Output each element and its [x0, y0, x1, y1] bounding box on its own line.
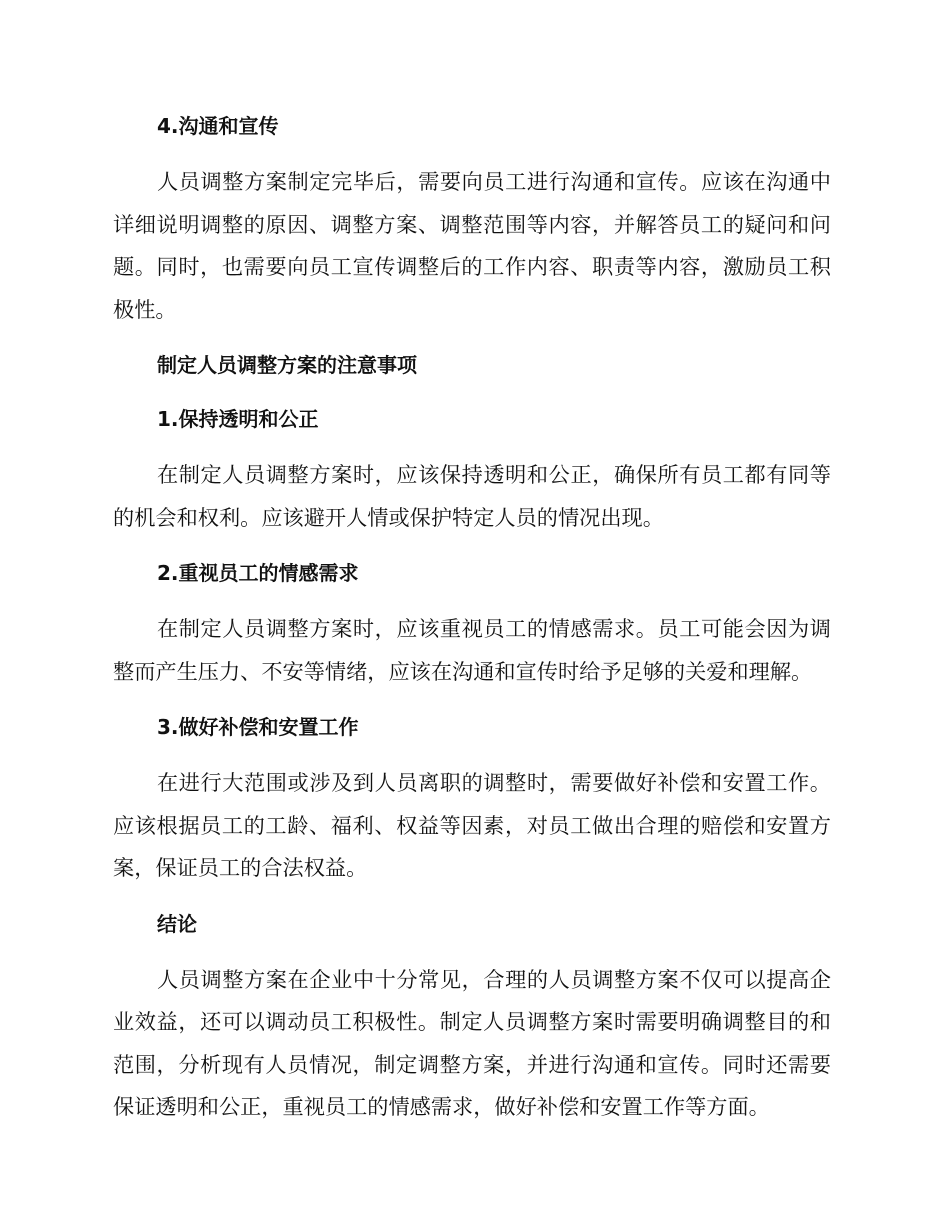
- document-body: [113, 108, 831, 1129]
- section-paragraph-emotional-needs: 在制定人员调整方案时，应该重视员工的情感需求。员工可能会因为调整而产生压力、不安等情绪，应该在沟通和宣传时给予足够的关爱和理解。: [113, 616, 831, 684]
- section-paragraph-conclusion: 人员调整方案在企业中十分常见，合理的人员调整方案不仅可以提高企业效益，还可以调动员工积极性。制定人员调整方案时需要明确调整目的和范围，分析现有人员情况，制定调整方案，并进行沟通和宣传。同时还需要保证透明和公正，重视员工的情感需求，做好补偿和安置工作等方面。: [113, 966, 831, 1119]
- section-heading-compensation: 3.做好补偿和安置工作: [157, 715, 359, 739]
- section-heading-emotional-needs: 2.重视员工的情感需求: [157, 561, 359, 585]
- section-paragraph-communication: 人员调整方案制定完毕后，需要向员工进行沟通和宣传。应该在沟通中详细说明调整的原因、调整方案、调整范围等内容，并解答员工的疑问和问题。同时，也需要向员工宣传调整后的工作内容、职责等内容，激励员工积极性。: [113, 169, 831, 322]
- section-paragraph-compensation: 在进行大范围或涉及到人员离职的调整时，需要做好补偿和安置工作。应该根据员工的工龄、福利、权益等因素，对员工做出合理的赔偿和安置方案，保证员工的合法权益。: [113, 770, 831, 880]
- section-heading-precautions: 制定人员调整方案的注意事项: [157, 353, 417, 377]
- section-heading-conclusion: 结论: [157, 911, 197, 936]
- section-heading-communication: 4.沟通和宣传: [157, 114, 279, 138]
- section-paragraph-transparency: 在制定人员调整方案时，应该保持透明和公正，确保所有员工都有同等的机会和权利。应该避开人情或保护特定人员的情况出现。: [113, 462, 831, 530]
- section-heading-transparency: 1.保持透明和公正: [157, 407, 319, 431]
